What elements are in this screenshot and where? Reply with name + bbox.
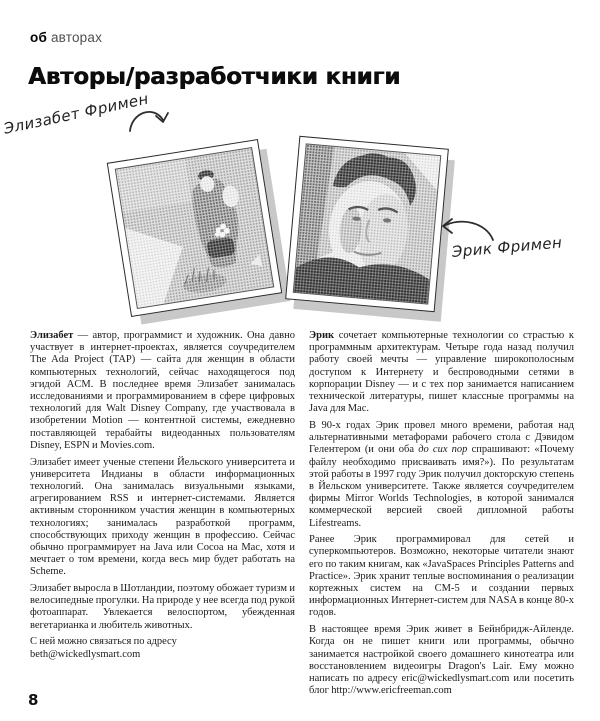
photo-eric [285, 136, 449, 312]
eric-name-lead: Эрик [309, 330, 335, 341]
paragraph-eric-2 [309, 420, 574, 530]
paragraph-text: сочетает компьютерные технологии со страстью к программным архитектурам. Четыре года назад получил работу своей мечты — управление широкополосным доступом к Интернету и беспроводными сетями в корпорации Disney — и с тех пор занимается написанием технической литературы, пишет классные программы на Java для Mac. [309, 330, 574, 415]
paragraph-eric-4: В настоящее время Эрик живет в Бейнбридж-Айленде. Когда он не пишет книги или программы, обычно занимается настройкой своего домашнего кинотеатра или восстановлением видеоигры Dragon's Lair. Ему можно написать по адресу eric@wickedlysmart.com или посетить блог http://www.ericfreeman.com [309, 624, 574, 697]
paragraph-eric-1 [309, 330, 574, 415]
page-title: Авторы/разработчики книги [28, 64, 401, 90]
paragraph-eric-3: Ранее Эрик программировал для сетей и суперкомпьютеров. Возможно, некоторые читатели знают его по таким книгам, как «JavaSpaces Principles Patterns and Practice». Эрик хранит теплые воспоминания о реализации кортежных систем на CM-5 и создании первых информационных Интернет-систем для NASA в конце 80-х годов. [309, 534, 574, 619]
curved-arrow-down-icon [127, 103, 173, 143]
right-column [309, 330, 574, 702]
photo-elisabeth [107, 139, 283, 317]
paragraph-text: В 90-х годах Эрик провел много времени, работая над альтернативными метафорами рабочего стола с Дэвидом Гелентером (и они оба [309, 419, 574, 456]
kicker-bold-word: об [30, 30, 47, 45]
paragraph-elisabeth-3: Элизабет выросла в Шотландии, поэтому обожает туризм и велосипедные прогулки. На природе у нее всегда под рукой фотоаппарат. Увлекается велоспортом, убежденная вегетарианка и любитель животных. [30, 583, 295, 631]
label-elisabeth: Элизабет Фримен [2, 89, 151, 138]
emphasis-text: до сих пор [418, 444, 468, 456]
paragraph-elisabeth-2: Элизабет имеет ученые степени Йельского университета и университета Индианы в области информационных технологий. Она занималась визуальными языками, агрегированием RSS и интернет-системами. Является активным сторонником участия женщин в компьютерных технологиях; занималась разработкой программ, способствующих приходу женщин в профессию. Сейчас обычно программирует на Java или Cocoa на Mac, хотя и мечтает о том времени, когда весь мир будет работать на Scheme. [30, 456, 295, 578]
eric-photo-image [294, 144, 440, 303]
label-eric: Эрик Фримен [451, 233, 563, 261]
paragraph-elisabeth-contact [30, 636, 295, 660]
elisabeth-email-text: beth@wickedlysmart.com [30, 648, 141, 660]
section-kicker [30, 30, 102, 45]
page-number: 8 [28, 691, 39, 709]
elisabeth-name-lead: Элизабет [30, 330, 74, 341]
paragraph-text: — автор, программист и художник. Она давно участвует в интернет-проектах, является соучредителем The Ada Project (TAP) — сайта для женщин в области компьютерных технологий, сейчас находящегося под эгидой ACM. В последнее время Элизабет занималась исследованиями и программированием в сфере цифровых технологий для Walt Disney Company, где участвовала в изобретении Motion — контентной системы, ежедневно поставляющей терабайты видеоданных пользователям Disney, ESPN и Movies.com. [30, 330, 295, 451]
elisabeth-photo-image [116, 148, 273, 308]
left-column [30, 330, 295, 665]
paragraph-text: спрашивают: «Почему файлу необходимо присваивать имя?»). По результатам этой работы в 1997 году Эрик получил докторскую степень в Йельском университете. Также является соучредителем фирмы Mirror Worlds Technologies, в которой занимался коммерческой версией своей дипломной работы Lifestreams. [309, 444, 574, 529]
paragraph-elisabeth-1 [30, 330, 295, 452]
kicker-rest: авторах [47, 30, 103, 45]
contact-intro-text: С ней можно связаться по адресу [30, 636, 177, 648]
